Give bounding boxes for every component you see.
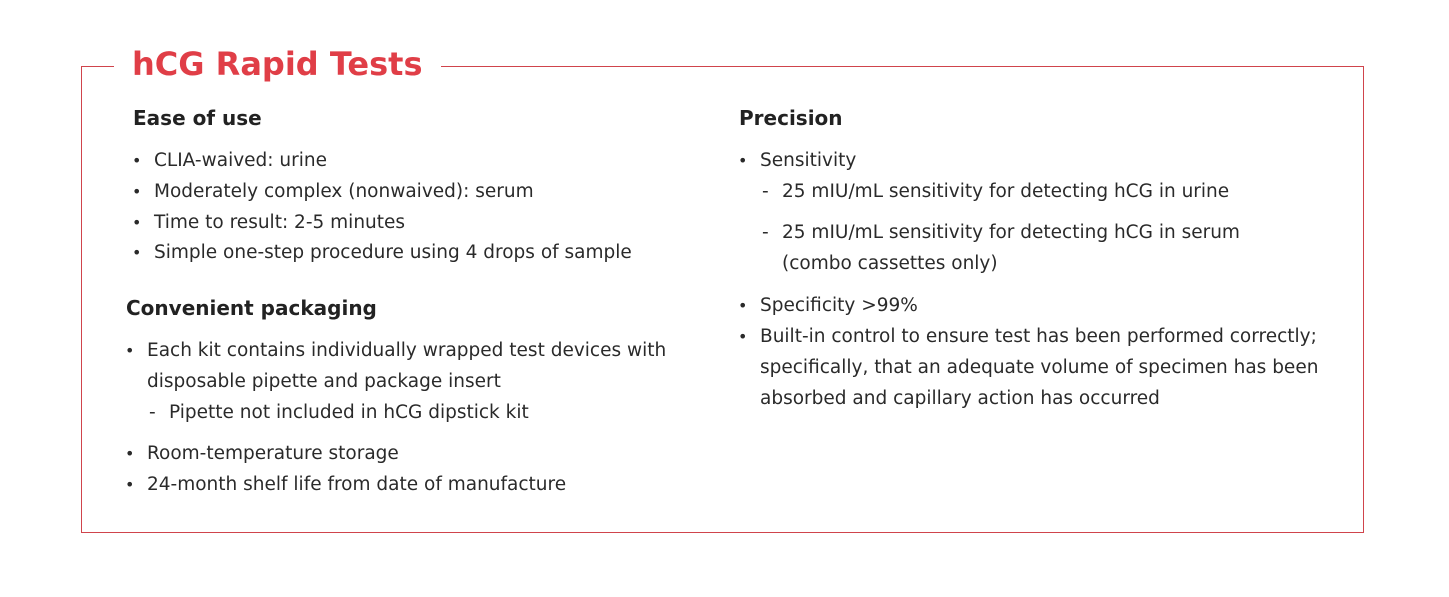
bullet-icon: • <box>132 243 142 262</box>
packaging-item-shelf-life: 24-month shelf life from date of manufacture <box>147 474 567 495</box>
packaging-item-storage: Room-temperature storage <box>147 443 399 464</box>
sensitivity-subitem-serum-line2: (combo cassettes only) <box>782 253 998 274</box>
packaging-item-kit-line2: disposable pipette and package insert <box>147 371 501 392</box>
bullet-icon: • <box>125 341 135 360</box>
bullet-icon: • <box>738 296 748 315</box>
dash-icon: - <box>762 181 769 202</box>
precision-item-control-line3: absorbed and capillary action has occurred <box>760 388 1160 409</box>
bullet-icon: • <box>132 182 142 201</box>
ease-item-procedure: Simple one-step procedure using 4 drops of sample <box>154 242 632 263</box>
packaging-item-kit-line1: Each kit contains individually wrapped test devices with <box>147 340 667 361</box>
sensitivity-subitem-urine: 25 mIU/mL sensitivity for detecting hCG in urine <box>782 181 1230 202</box>
bullet-icon: • <box>132 213 142 232</box>
sensitivity-subitem-serum-line1: 25 mIU/mL sensitivity for detecting hCG in serum <box>782 222 1240 243</box>
bullet-icon: • <box>738 151 748 170</box>
ease-item-time: Time to result: 2-5 minutes <box>154 212 406 233</box>
packaging-subitem-pipette: Pipette not included in hCG dipstick kit <box>169 402 529 423</box>
bullet-icon: • <box>125 444 135 463</box>
ease-item-moderate: Moderately complex (nonwaived): serum <box>154 181 534 202</box>
ease-of-use-heading: Ease of use <box>133 106 262 130</box>
precision-item-sensitivity: Sensitivity <box>760 150 857 171</box>
dash-icon: - <box>149 402 156 423</box>
bullet-icon: • <box>125 475 135 494</box>
dash-icon: - <box>762 222 769 243</box>
packaging-heading: Convenient packaging <box>126 296 377 320</box>
bullet-icon: • <box>132 151 142 170</box>
page-title: hCG Rapid Tests <box>114 40 441 88</box>
precision-item-control-line1: Built-in control to ensure test has been performed correctly; <box>760 326 1317 347</box>
precision-item-specificity: Specificity >99% <box>760 295 918 316</box>
bullet-icon: • <box>738 327 748 346</box>
precision-heading: Precision <box>739 106 843 130</box>
precision-item-control-line2: specifically, that an adequate volume of specimen has been <box>760 357 1319 378</box>
ease-item-clia: CLIA-waived: urine <box>154 150 327 171</box>
